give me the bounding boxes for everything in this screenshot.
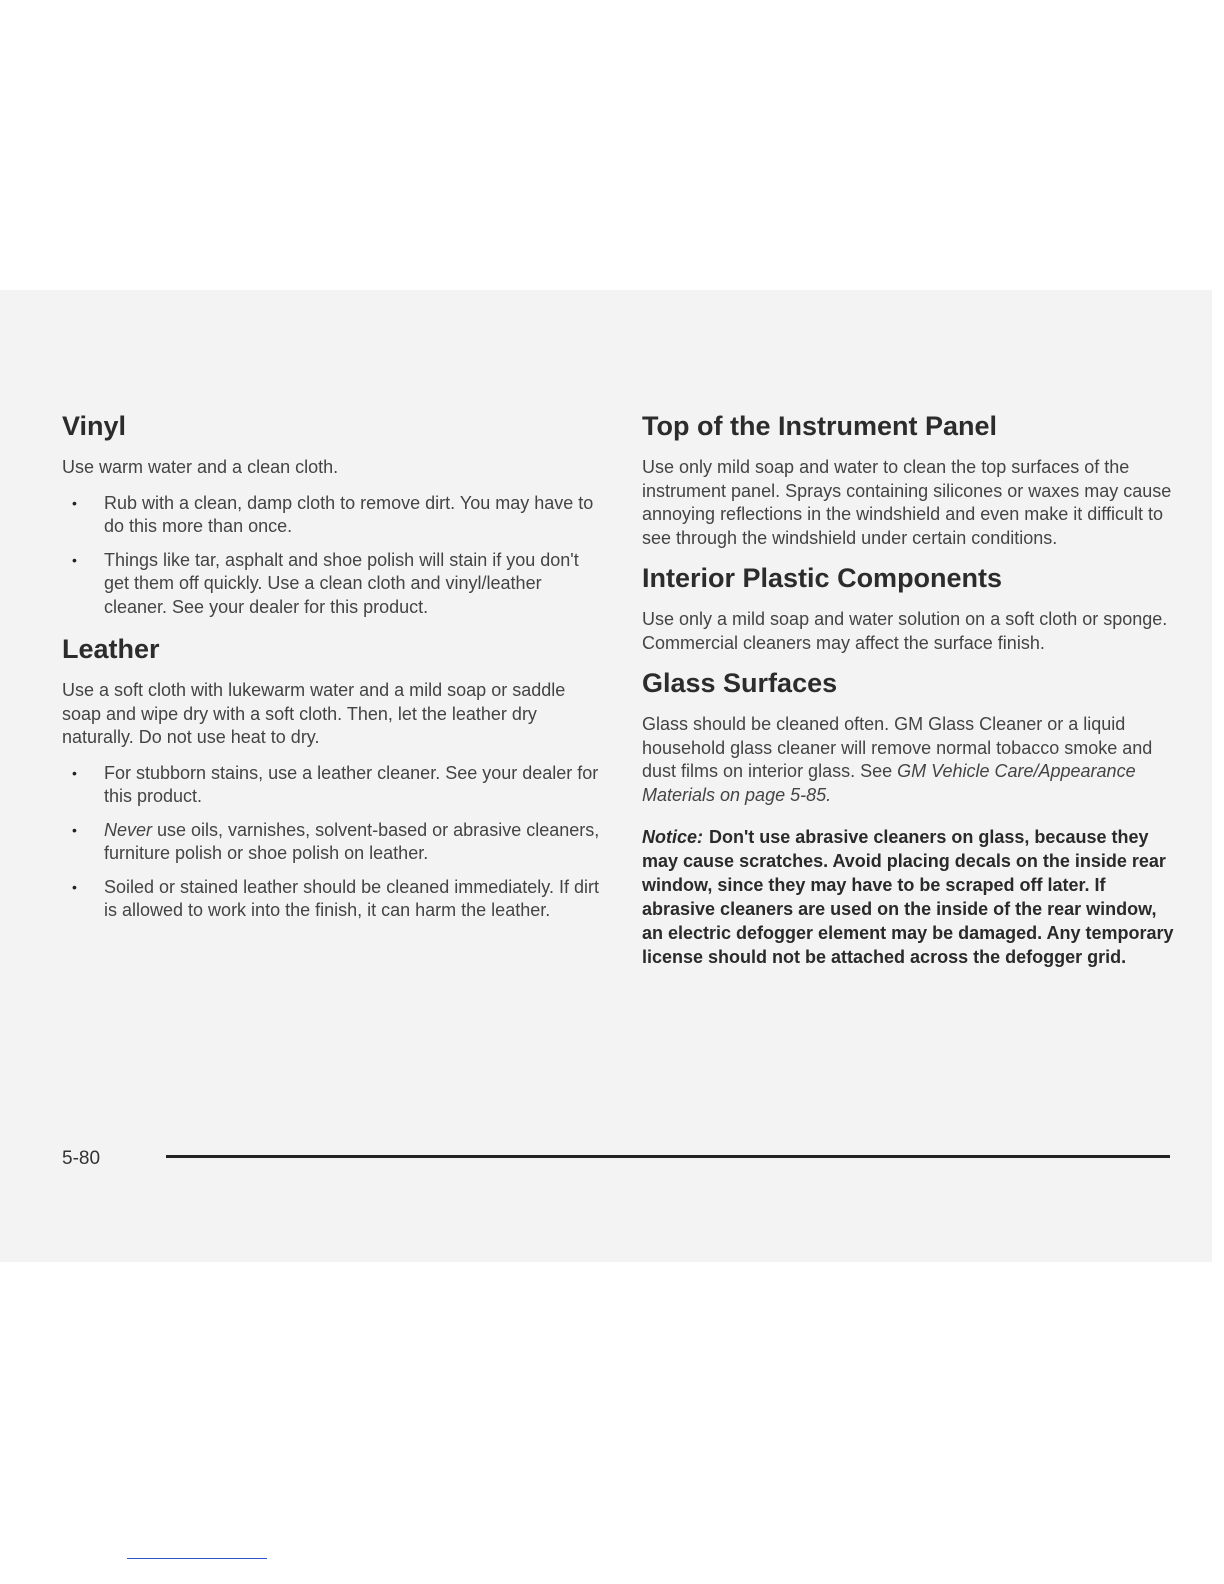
glass-section bbox=[642, 667, 1177, 969]
list-item-emphasis: Never bbox=[104, 819, 153, 840]
list-item-text: For stubborn stains, use a leather cleaner. See your dealer for this product. bbox=[104, 762, 599, 806]
bullet-icon: • bbox=[72, 494, 77, 511]
list-item bbox=[62, 549, 607, 620]
notice-text: Don't use abrasive cleaners on glass, because they may cause scratches. Avoid placing decals on the inside rear window, since they may have to be scraped off later. If abrasive cleaners are used on the inside of the rear window, an electric defogger element may be damaged. Any temporary license should not be attached across the defogger grid. bbox=[642, 827, 1174, 967]
instrument-panel-section bbox=[642, 410, 1177, 550]
list-item bbox=[62, 492, 607, 539]
notice-label: Notice: bbox=[642, 827, 704, 847]
glass-notice bbox=[642, 825, 1177, 969]
instrument-panel-body: Use only mild soap and water to clean the top surfaces of the instrument panel. Sprays containing silicones or waxes may cause annoying reflections in the windshield and even make it difficult to see through the windshield under certain conditions. bbox=[642, 457, 1172, 548]
leather-section bbox=[62, 633, 607, 923]
right-column bbox=[642, 410, 1177, 981]
list-item-text: Soiled or stained leather should be cleaned immediately. If dirt is allowed to work into the finish, it can harm the leather. bbox=[104, 876, 599, 920]
vinyl-heading: Vinyl bbox=[62, 411, 127, 441]
bullet-icon: • bbox=[72, 878, 77, 895]
glass-body bbox=[642, 713, 1177, 807]
plastic-heading: Interior Plastic Components bbox=[642, 563, 1003, 593]
leather-bullet-list bbox=[62, 762, 607, 923]
bullet-icon: • bbox=[72, 764, 77, 781]
instrument-panel-heading: Top of the Instrument Panel bbox=[642, 411, 998, 441]
list-item bbox=[62, 819, 607, 866]
list-item-text: Rub with a clean, damp cloth to remove dirt. You may have to do this more than once. bbox=[104, 492, 594, 536]
bullet-icon: • bbox=[72, 821, 77, 838]
left-column bbox=[62, 410, 607, 937]
vinyl-bullet-list bbox=[62, 492, 607, 620]
footer-divider bbox=[166, 1155, 1170, 1158]
glass-body-text: Glass should be cleaned often. GM Glass Cleaner or a liquid household glass cleaner will remove normal tobacco smoke and dust films on interior glass. See bbox=[642, 714, 1153, 781]
plastic-body: Use only a mild soap and water solution on a soft cloth or sponge. Commercial cleaners may affect the surface finish. bbox=[642, 609, 1168, 653]
list-item-text: use oils, varnishes, solvent-based or abrasive cleaners, furniture polish or shoe polish on leather. bbox=[104, 819, 600, 863]
glass-heading: Glass Surfaces bbox=[642, 668, 838, 698]
glass-reference: GM Vehicle Care/Appearance Materials on page 5-85. bbox=[642, 761, 1136, 805]
page-number: 5-80 bbox=[62, 1148, 101, 1169]
list-item bbox=[62, 762, 607, 809]
bullet-icon: • bbox=[72, 551, 77, 568]
vinyl-intro: Use warm water and a clean cloth. bbox=[62, 457, 339, 477]
vinyl-section bbox=[62, 410, 607, 619]
list-item bbox=[62, 876, 607, 923]
bottom-divider bbox=[127, 1558, 267, 1559]
list-item-text: Things like tar, asphalt and shoe polish will stain if you don't get them off quickly. Use a clean cloth and vinyl/leather cleaner. See your dealer for this product. bbox=[104, 549, 579, 617]
leather-intro: Use a soft cloth with lukewarm water and a mild soap or saddle soap and wipe dry with a soft cloth. Then, let the leather dry naturally. Do not use heat to dry. bbox=[62, 680, 566, 747]
plastic-section bbox=[642, 562, 1177, 655]
leather-heading: Leather bbox=[62, 634, 160, 664]
